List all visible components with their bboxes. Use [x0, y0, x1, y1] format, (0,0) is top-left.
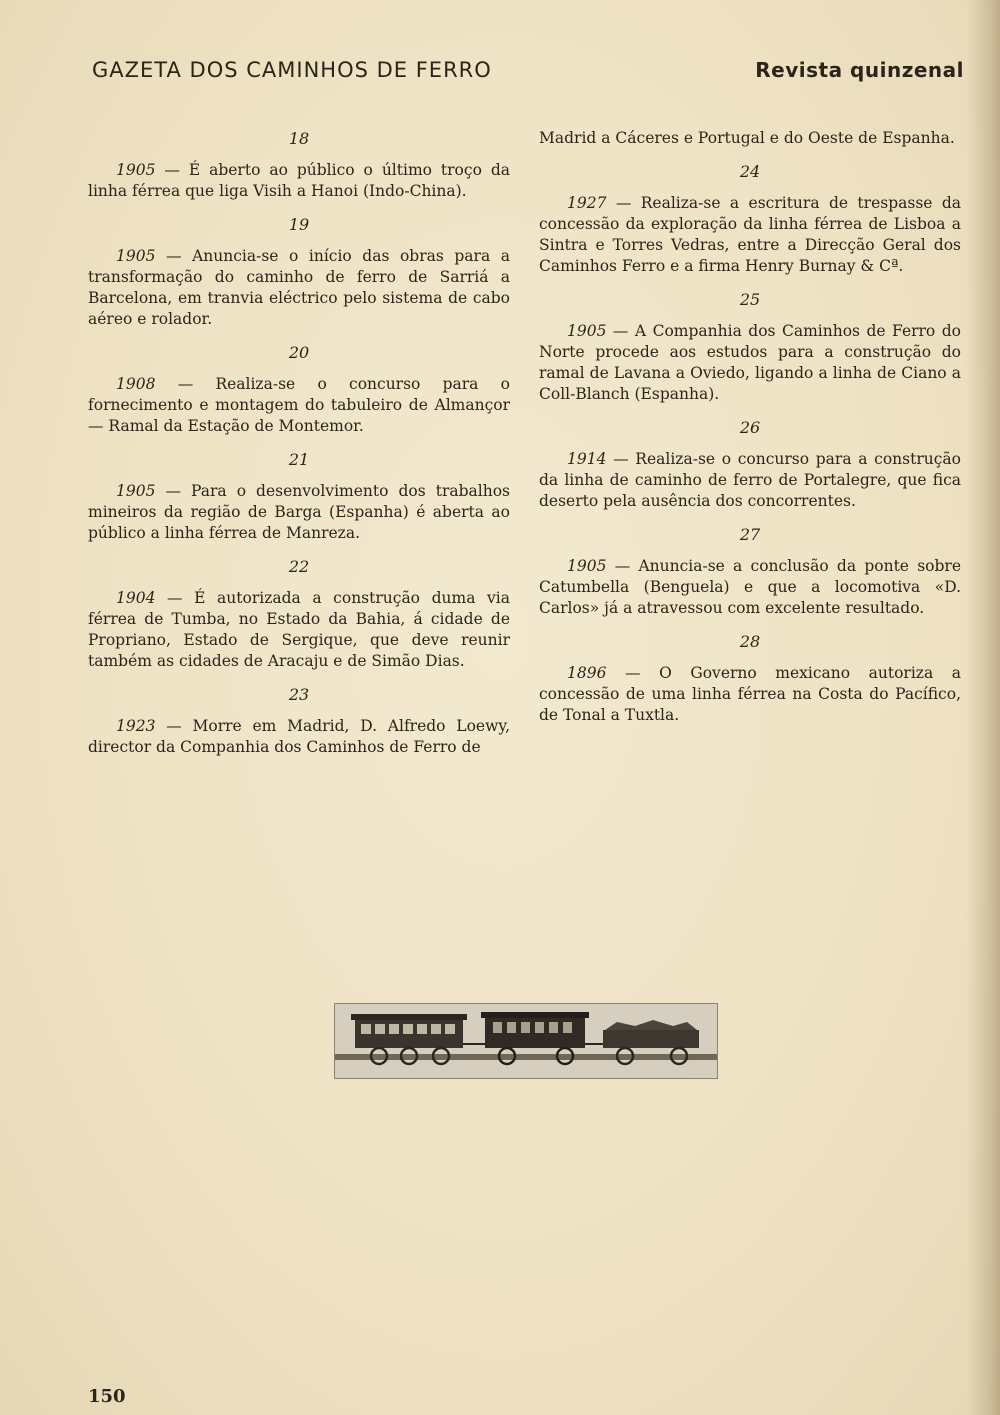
journal-subtitle: Revista quinzenal [755, 58, 964, 82]
right-column [539, 128, 961, 726]
entry-block [88, 128, 510, 202]
entry-text: 1905 — Para o desenvolvimento dos trabalhos mineiros da região de Barga (Espanha) é aberta ao público a linha férrea de Manreza. [88, 482, 510, 542]
day-heading: 22 [288, 557, 310, 576]
entry-text: 1908 — Realiza-se o concurso para o fornecimento e montagem do tabuleiro de Almançor — Ramal da Estação de Montemor. [88, 375, 510, 435]
day-heading: 25 [739, 290, 761, 309]
entry-year: 1908 [116, 375, 156, 393]
entry-block [88, 556, 510, 672]
entry-block [539, 524, 961, 619]
entry-year: 1896 [567, 664, 607, 682]
page-spine-shadow [966, 0, 1000, 1415]
entry-body: É aberto ao público o último troço da linha férrea que liga Visih a Hanoi (Indo-China). [88, 161, 510, 200]
day-heading: 19 [288, 215, 310, 234]
entry-text: 1904 — É autorizada a construção duma via férrea de Tumba, no Estado da Bahia, á cidade de Propriano, Estado de Sergique, que deve reunir também as cidades de Aracaju e de Simão Dias. [88, 589, 510, 670]
entry-year: 1905 [567, 322, 607, 340]
day-heading: 28 [739, 632, 761, 651]
day-heading: 23 [288, 685, 310, 704]
page-number: 150 [88, 1386, 126, 1407]
entry-block [539, 631, 961, 726]
day-heading: 27 [739, 525, 761, 544]
entry-year: 1905 [116, 161, 156, 179]
entry-text: 1905 — Anuncia-se a conclusão da ponte sobre Catumbella (Benguela) e que a locomotiva «D. Carlos» já a atravessou com excelente resultado. [539, 557, 961, 617]
train-drawing-icon [335, 1004, 717, 1078]
train-illustration [334, 1003, 718, 1079]
entry-body: É autorizada a construção duma via férrea de Tumba, no Estado da Bahia, á cidade de Propriano, Estado de Sergique, que deve reunir também as cidades de Aracaju e de Simão Dias. [88, 589, 510, 670]
day-heading: 26 [739, 418, 761, 437]
entry-body: Para o desenvolvimento dos trabalhos mineiros da região de Barga (Espanha) é aberta ao público a linha férrea de Manreza. [88, 482, 510, 542]
entry-body: Anuncia-se a conclusão da ponte sobre Catumbella (Benguela) e que a locomotiva «D. Carlos» já a atravessou com excelente resultado. [539, 557, 961, 617]
entry-text: 1905 — A Companhia dos Caminhos de Ferro do Norte procede aos estudos para a construção do ramal de Lavana a Oviedo, ligando a linha de Ciano a Coll-Blanch (Espanha). [539, 322, 961, 403]
entry-text: 1927 — Realiza-se a escritura de trespasse da concessão da exploração da linha férrea de Lisboa a Sintra e Torres Vedras, entre a Direcção Geral dos Caminhos Ferro e a firma Henry Burnay & Cª. [539, 194, 961, 275]
entry-year: 1905 [116, 482, 156, 500]
journal-title: GAZETA DOS CAMINHOS DE FERRO [92, 58, 492, 82]
entry-block [539, 289, 961, 405]
running-header [92, 58, 964, 90]
entry-text: 1896 — O Governo mexicano autoriza a concessão de uma linha férrea na Costa do Pacífico, de Tonal a Tuxtla. [539, 664, 961, 724]
entry-year: 1905 [116, 247, 156, 265]
entry-block [88, 342, 510, 437]
entry-year: 1927 [567, 194, 607, 212]
entry-body: A Companhia dos Caminhos de Ferro do Norte procede aos estudos para a construção do ramal de Lavana a Oviedo, ligando a linha de Ciano a Coll-Blanch (Espanha). [539, 322, 961, 403]
entry-year: 1904 [116, 589, 156, 607]
entry-text: 1914 — Realiza-se o concurso para a construção da linha de caminho de ferro de Portalegre, que fica deserto pela ausência dos concorrentes. [539, 450, 961, 510]
entry-body: Realiza-se o concurso para a construção da linha de caminho de ferro de Portalegre, que fica deserto pela ausência dos concorrentes. [539, 450, 961, 510]
entry-block [88, 449, 510, 544]
entry-year: 1923 [116, 717, 156, 735]
entry-text: 1923 — Morre em Madrid, D. Alfredo Loewy, director da Companhia dos Caminhos de Ferro de [88, 717, 510, 756]
entry-text: 1905 — Anuncia-se o início das obras para a transformação do caminho de ferro de Sarriá a Barcelona, em tranvia eléctrico pelo sistema de cabo aéreo e rolador. [88, 247, 510, 328]
day-heading: 18 [288, 129, 310, 148]
entry-year: 1914 [567, 450, 607, 468]
entry-body: Realiza-se o concurso para o fornecimento e montagem do tabuleiro de Almançor — Ramal da Estação de Montemor. [88, 375, 510, 435]
entry-body: Anuncia-se o início das obras para a transformação do caminho de ferro de Sarriá a Barcelona, em tranvia eléctrico pelo sistema de cabo aéreo e rolador. [88, 247, 510, 328]
entry-year: 1905 [567, 557, 607, 575]
entry-block [539, 417, 961, 512]
day-heading: 24 [739, 162, 761, 181]
entry-block [88, 214, 510, 330]
entry-text: 1905 — É aberto ao público o último troço da linha férrea que liga Visih a Hanoi (Indo-China). [88, 161, 510, 200]
entry-block [88, 684, 510, 758]
day-heading: 20 [288, 343, 310, 362]
entry-body: O Governo mexicano autoriza a concessão de uma linha férrea na Costa do Pacífico, de Tonal a Tuxtla. [539, 664, 961, 724]
entry-continuation: Madrid a Cáceres e Portugal e do Oeste de Espanha. [539, 129, 955, 147]
left-column [88, 124, 510, 758]
entry-body: Morre em Madrid, D. Alfredo Loewy, director da Companhia dos Caminhos de Ferro de [88, 717, 510, 756]
entry-block [539, 161, 961, 277]
entry-body: Realiza-se a escritura de trespasse da concessão da exploração da linha férrea de Lisboa a Sintra e Torres Vedras, entre a Direcção Geral dos Caminhos Ferro e a firma Henry Burnay & Cª. [539, 194, 961, 275]
day-heading: 21 [288, 450, 310, 469]
